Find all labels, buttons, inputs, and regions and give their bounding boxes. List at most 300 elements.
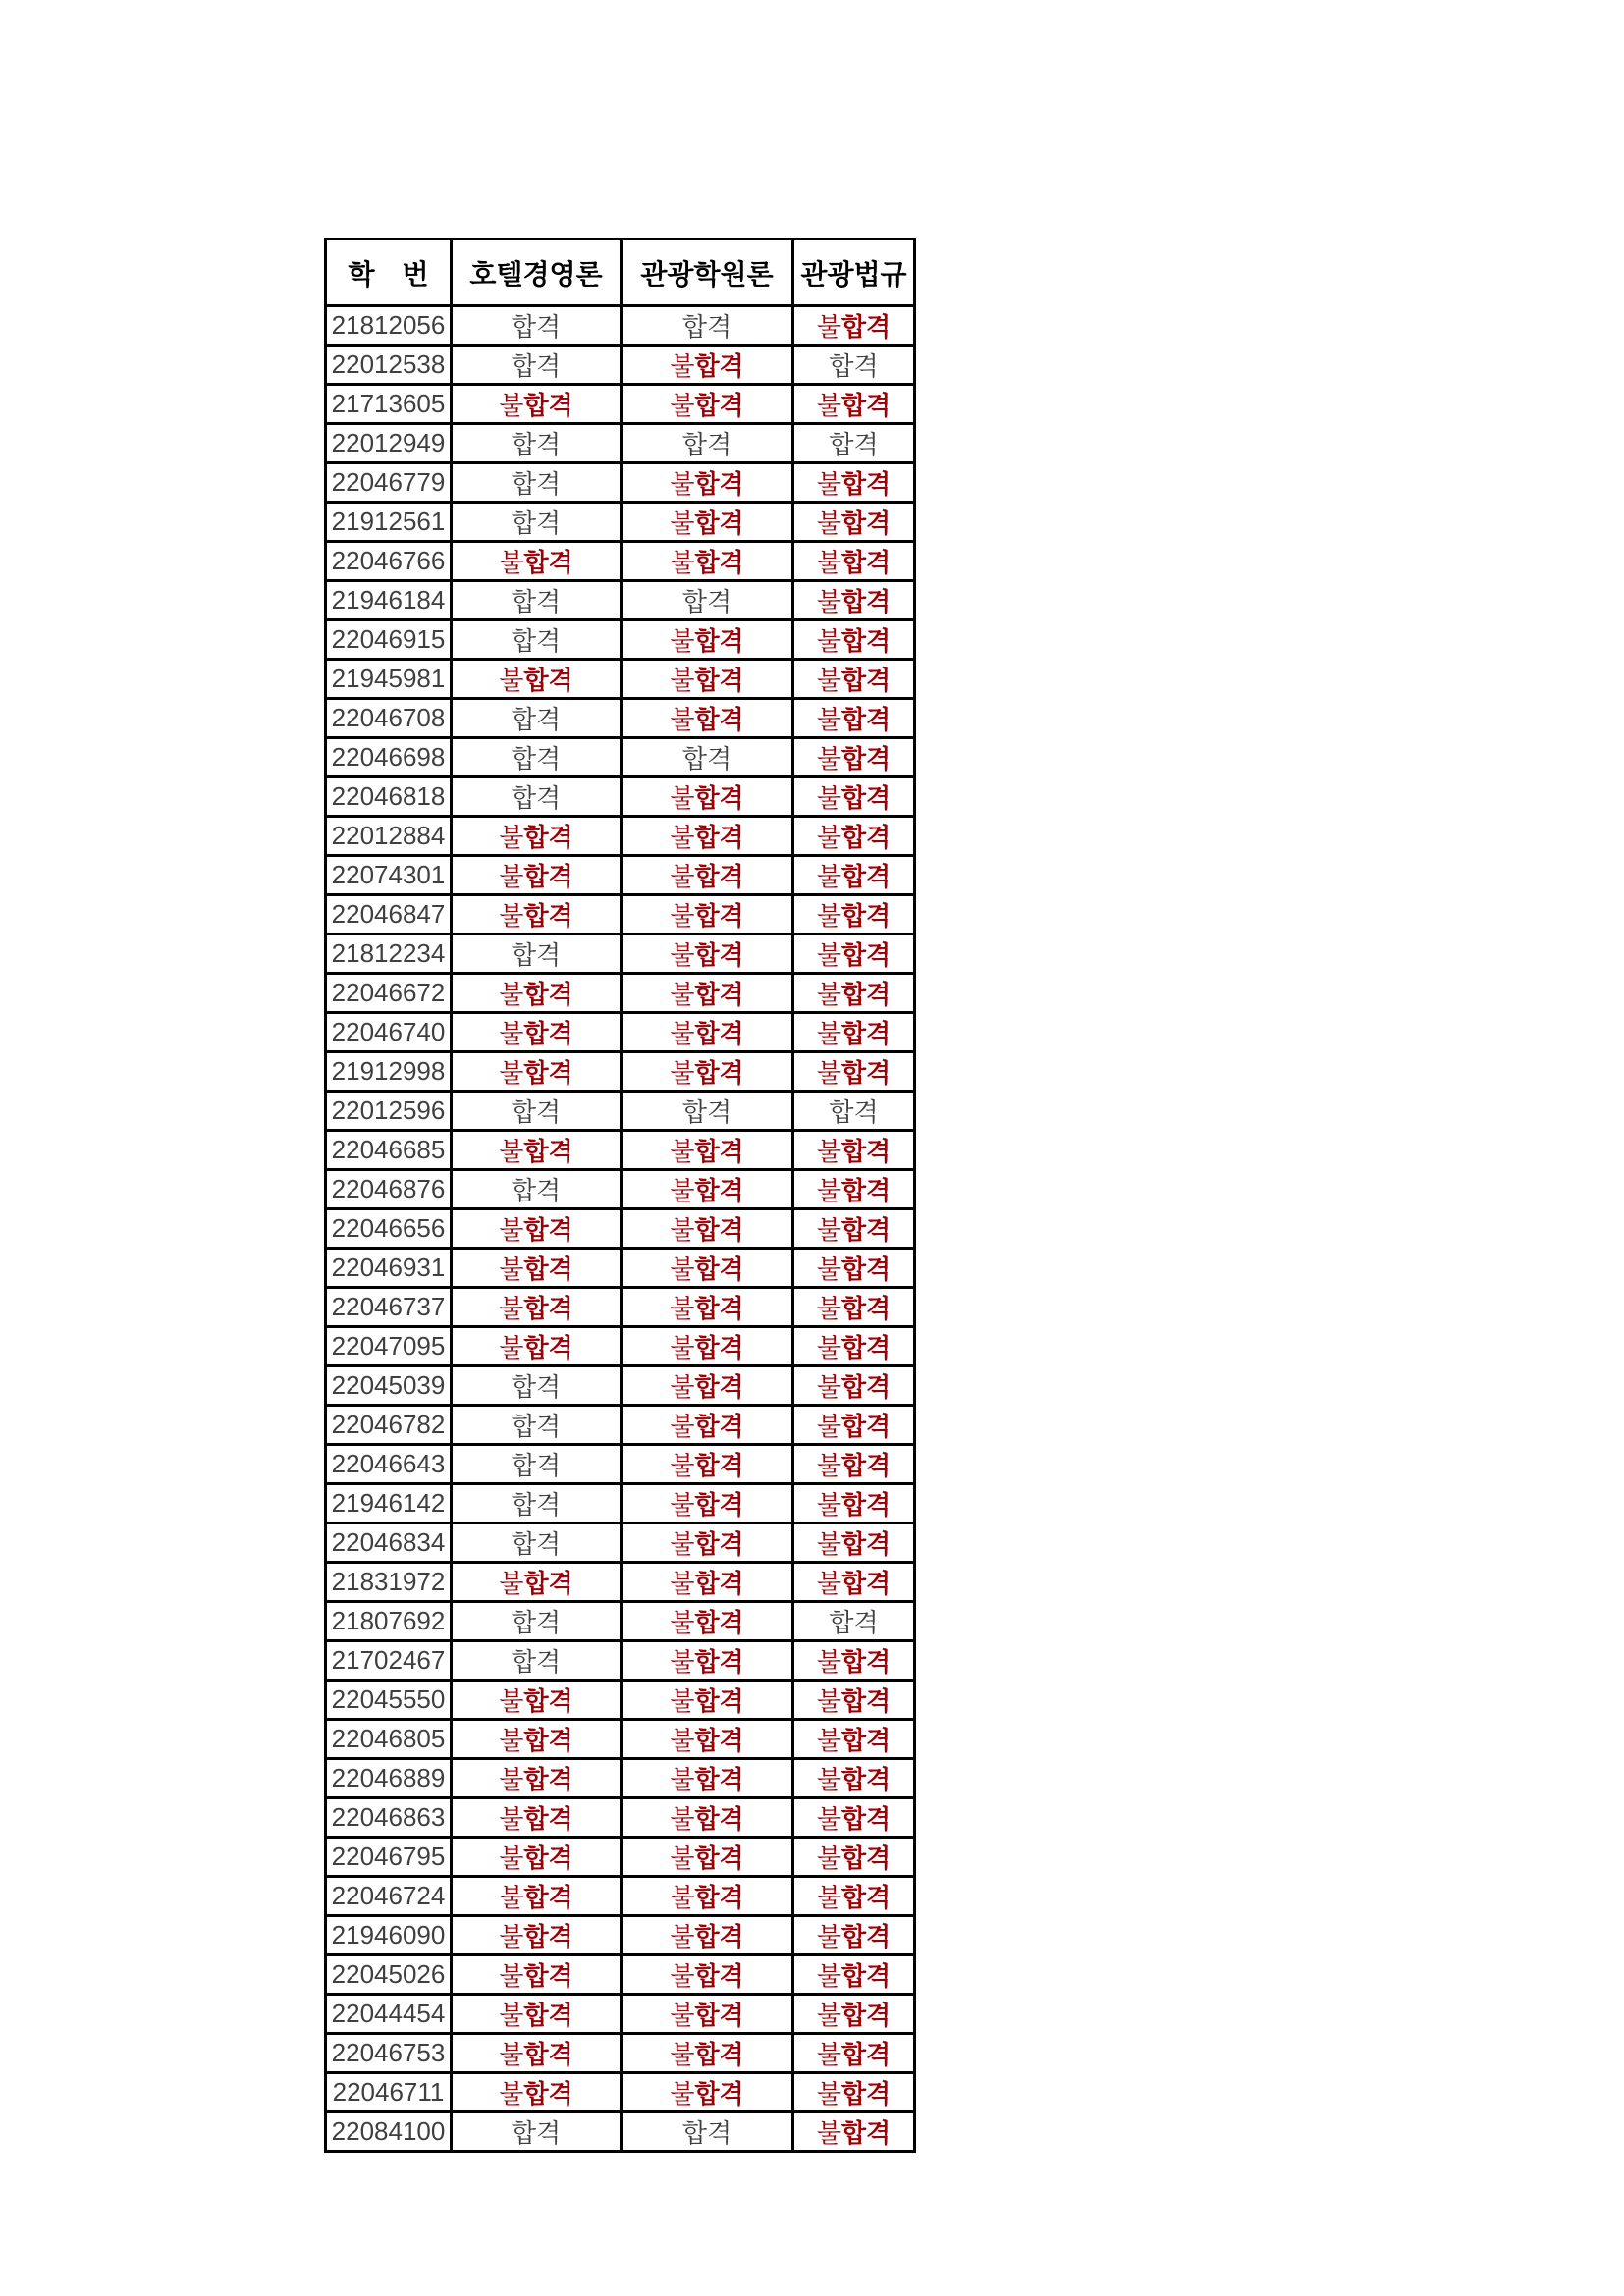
fail-label-suffix: 합격 xyxy=(523,548,573,577)
table-row xyxy=(326,738,915,777)
table-row xyxy=(326,1916,915,1955)
table-row xyxy=(326,1366,915,1406)
fail-label-suffix: 합격 xyxy=(523,1883,573,1912)
table-row xyxy=(326,1523,915,1563)
fail-label-prefix: 불 xyxy=(670,1294,695,1323)
fail-label-suffix: 합격 xyxy=(840,823,892,852)
fail-label-suffix: 합격 xyxy=(694,508,744,538)
table-row xyxy=(326,1327,915,1366)
fail-label-prefix: 불 xyxy=(670,391,695,420)
fail-label-prefix: 불 xyxy=(670,940,695,970)
fail-label-suffix: 합격 xyxy=(840,1333,892,1362)
fail-label-prefix: 불 xyxy=(816,744,841,774)
fail-label-prefix: 불 xyxy=(499,1804,524,1834)
result-cell: 합격 xyxy=(452,1366,622,1406)
fail-label-suffix: 합격 xyxy=(694,705,744,734)
fail-label-prefix: 불 xyxy=(816,783,841,813)
header-student-id: 학 번 xyxy=(326,240,452,306)
student-id-cell: 22046889 xyxy=(326,1759,452,1798)
table-row xyxy=(326,1563,915,1602)
result-cell xyxy=(622,385,793,424)
fail-label-prefix: 불 xyxy=(816,862,841,891)
student-id-cell: 22084100 xyxy=(326,2112,452,2152)
fail-label-prefix: 불 xyxy=(670,1686,695,1716)
fail-label-prefix: 불 xyxy=(816,666,841,695)
fail-label-suffix: 합격 xyxy=(694,1843,744,1873)
fail-label-prefix: 불 xyxy=(499,1294,524,1323)
result-cell xyxy=(622,1877,793,1916)
result-cell xyxy=(622,660,793,699)
student-id-cell: 22046766 xyxy=(326,542,452,581)
result-cell xyxy=(793,542,915,581)
student-id-cell: 22044454 xyxy=(326,1995,452,2034)
fail-label-suffix: 합격 xyxy=(694,1647,744,1677)
student-id-cell: 21912998 xyxy=(326,1052,452,1092)
table-row xyxy=(326,1877,915,1916)
student-id-cell: 22045550 xyxy=(326,1681,452,1720)
fail-label-suffix: 합격 xyxy=(840,980,892,1009)
fail-label-prefix: 불 xyxy=(816,1490,841,1520)
table-row xyxy=(326,463,915,503)
results-table-header xyxy=(326,240,915,306)
fail-label-suffix: 합격 xyxy=(694,391,744,420)
result-cell: 합격 xyxy=(452,503,622,542)
result-cell xyxy=(452,1759,622,1798)
fail-label-prefix: 불 xyxy=(670,469,695,499)
table-row xyxy=(326,581,915,620)
student-id-cell: 22046863 xyxy=(326,1798,452,1838)
result-cell: 합격 xyxy=(452,306,622,346)
result-cell xyxy=(622,777,793,817)
student-id-cell: 22046698 xyxy=(326,738,452,777)
fail-label-suffix: 합격 xyxy=(523,666,573,695)
result-cell xyxy=(452,385,622,424)
student-id-cell: 22046931 xyxy=(326,1249,452,1288)
result-cell: 합격 xyxy=(452,1170,622,1209)
result-cell xyxy=(452,1563,622,1602)
fail-label-prefix: 불 xyxy=(816,1412,841,1441)
fail-label-prefix: 불 xyxy=(499,666,524,695)
fail-label-suffix: 합격 xyxy=(523,862,573,891)
fail-label-prefix: 불 xyxy=(670,1804,695,1834)
result-cell xyxy=(452,1288,622,1327)
fail-label-prefix: 불 xyxy=(670,823,695,852)
fail-label-suffix: 합격 xyxy=(694,1333,744,1362)
result-cell xyxy=(452,1327,622,1366)
fail-label-suffix: 합격 xyxy=(523,1255,573,1284)
table-row xyxy=(326,1759,915,1798)
result-cell: 합격 xyxy=(452,1445,622,1484)
fail-label-prefix: 불 xyxy=(670,1058,695,1088)
result-cell xyxy=(793,817,915,856)
student-id-cell: 22046795 xyxy=(326,1838,452,1877)
fail-label-suffix: 합격 xyxy=(523,1686,573,1716)
fail-label-suffix: 합격 xyxy=(694,1608,744,1637)
fail-label-suffix: 합격 xyxy=(840,548,892,577)
result-cell xyxy=(622,1602,793,1641)
result-cell xyxy=(622,1288,793,1327)
result-cell xyxy=(793,1798,915,1838)
fail-label-suffix: 합격 xyxy=(694,1804,744,1834)
fail-label-prefix: 불 xyxy=(499,391,524,420)
result-cell xyxy=(793,1995,915,2034)
table-row xyxy=(326,424,915,463)
fail-label-suffix: 합격 xyxy=(523,391,573,420)
table-row xyxy=(326,2034,915,2073)
fail-label-suffix: 합격 xyxy=(694,1176,744,1205)
fail-label-prefix: 불 xyxy=(816,1176,841,1205)
fail-label-suffix: 합격 xyxy=(840,1137,892,1166)
fail-label-prefix: 불 xyxy=(816,1215,841,1245)
result-cell xyxy=(622,1838,793,1877)
fail-label-prefix: 불 xyxy=(816,1255,841,1284)
fail-label-prefix: 불 xyxy=(816,1804,841,1834)
fail-label-suffix: 합격 xyxy=(694,2079,744,2109)
result-cell xyxy=(452,542,622,581)
fail-label-prefix: 불 xyxy=(499,1765,524,1794)
fail-label-prefix: 불 xyxy=(499,1883,524,1912)
fail-label-suffix: 합격 xyxy=(523,1137,573,1166)
fail-label-prefix: 불 xyxy=(816,1726,841,1755)
result-cell xyxy=(793,1681,915,1720)
fail-label-suffix: 합격 xyxy=(840,862,892,891)
result-cell xyxy=(793,1366,915,1406)
result-cell xyxy=(452,1131,622,1170)
fail-label-prefix: 불 xyxy=(499,980,524,1009)
result-cell: 합격 xyxy=(452,1602,622,1641)
fail-label-suffix: 합격 xyxy=(840,940,892,970)
student-id-cell: 22046711 xyxy=(326,2073,452,2112)
fail-label-suffix: 합격 xyxy=(840,666,892,695)
student-id-cell: 21945981 xyxy=(326,660,452,699)
result-cell xyxy=(793,385,915,424)
fail-label-suffix: 합격 xyxy=(694,862,744,891)
fail-label-prefix: 불 xyxy=(816,548,841,577)
result-cell xyxy=(793,856,915,895)
result-cell xyxy=(622,1131,793,1170)
fail-label-prefix: 불 xyxy=(816,1961,841,1991)
result-cell: 합격 xyxy=(452,1406,622,1445)
result-cell xyxy=(793,1209,915,1249)
student-id-cell: 21812234 xyxy=(326,934,452,974)
fail-label-prefix: 불 xyxy=(499,901,524,931)
fail-label-suffix: 합격 xyxy=(840,469,892,499)
fail-label-prefix: 불 xyxy=(499,1569,524,1598)
fail-label-prefix: 불 xyxy=(816,1843,841,1873)
fail-label-prefix: 불 xyxy=(670,1019,695,1048)
student-id-cell: 22046656 xyxy=(326,1209,452,1249)
table-row xyxy=(326,1092,915,1131)
fail-label-suffix: 합격 xyxy=(840,1804,892,1834)
result-cell xyxy=(793,1838,915,1877)
fail-label-suffix: 합격 xyxy=(523,1804,573,1834)
header-hotel-management: 호텔경영론 xyxy=(452,240,622,306)
result-cell: 합격 xyxy=(622,738,793,777)
fail-label-prefix: 불 xyxy=(816,469,841,499)
fail-label-prefix: 불 xyxy=(816,1569,841,1598)
table-row xyxy=(326,1288,915,1327)
fail-label-suffix: 합격 xyxy=(523,1922,573,1951)
student-id-cell: 22046672 xyxy=(326,974,452,1013)
fail-label-prefix: 불 xyxy=(670,862,695,891)
result-cell xyxy=(793,1641,915,1681)
table-row xyxy=(326,542,915,581)
result-cell xyxy=(452,856,622,895)
result-cell xyxy=(622,856,793,895)
result-cell xyxy=(622,1484,793,1523)
table-row xyxy=(326,934,915,974)
result-cell: 합격 xyxy=(622,306,793,346)
fail-label-suffix: 합격 xyxy=(523,2079,573,2109)
result-cell xyxy=(452,1838,622,1877)
table-row xyxy=(326,1249,915,1288)
result-cell xyxy=(793,777,915,817)
fail-label-suffix: 합격 xyxy=(840,1686,892,1716)
fail-label-prefix: 불 xyxy=(816,1333,841,1362)
fail-label-prefix: 불 xyxy=(670,901,695,931)
student-id-cell: 22012884 xyxy=(326,817,452,856)
fail-label-prefix: 불 xyxy=(816,940,841,970)
result-cell xyxy=(793,463,915,503)
result-cell: 합격 xyxy=(452,777,622,817)
fail-label-prefix: 불 xyxy=(499,2079,524,2109)
table-row xyxy=(326,660,915,699)
result-cell xyxy=(793,895,915,934)
result-cell xyxy=(452,1995,622,2034)
fail-label-suffix: 합격 xyxy=(840,1843,892,1873)
fail-label-prefix: 불 xyxy=(499,1019,524,1048)
student-id-cell: 21702467 xyxy=(326,1641,452,1681)
fail-label-suffix: 합격 xyxy=(840,312,892,342)
fail-label-suffix: 합격 xyxy=(523,823,573,852)
fail-label-prefix: 불 xyxy=(499,823,524,852)
fail-label-prefix: 불 xyxy=(670,351,695,381)
result-cell xyxy=(793,1249,915,1288)
fail-label-suffix: 합격 xyxy=(694,2001,744,2030)
fail-label-suffix: 합격 xyxy=(694,1726,744,1755)
fail-label-suffix: 합격 xyxy=(694,2040,744,2069)
result-cell xyxy=(793,1955,915,1995)
result-cell: 합격 xyxy=(793,1092,915,1131)
table-row xyxy=(326,1602,915,1641)
fail-label-prefix: 불 xyxy=(670,1255,695,1284)
fail-label-suffix: 합격 xyxy=(523,1765,573,1794)
result-cell xyxy=(622,1955,793,1995)
fail-label-suffix: 합격 xyxy=(523,980,573,1009)
fail-label-suffix: 합격 xyxy=(694,1019,744,1048)
fail-label-suffix: 합격 xyxy=(840,1294,892,1323)
result-cell xyxy=(622,2034,793,2073)
fail-label-prefix: 불 xyxy=(816,626,841,656)
fail-label-prefix: 불 xyxy=(670,1647,695,1677)
fail-label-suffix: 합격 xyxy=(694,1412,744,1441)
result-cell xyxy=(793,1916,915,1955)
result-cell xyxy=(622,1759,793,1798)
fail-label-suffix: 합격 xyxy=(694,1058,744,1088)
fail-label-prefix: 불 xyxy=(499,1843,524,1873)
result-cell xyxy=(622,1209,793,1249)
header-tourism-law: 관광법규 xyxy=(793,240,915,306)
result-cell: 합격 xyxy=(452,1092,622,1131)
student-id-cell: 22046805 xyxy=(326,1720,452,1759)
fail-label-suffix: 합격 xyxy=(694,1883,744,1912)
fail-label-prefix: 불 xyxy=(670,1333,695,1362)
result-cell xyxy=(622,1641,793,1681)
fail-label-prefix: 불 xyxy=(499,1255,524,1284)
result-cell xyxy=(622,1013,793,1052)
result-cell xyxy=(622,463,793,503)
table-row xyxy=(326,2073,915,2112)
table-row xyxy=(326,699,915,738)
fail-label-suffix: 합격 xyxy=(694,940,744,970)
student-id-cell: 22046834 xyxy=(326,1523,452,1563)
result-cell: 합격 xyxy=(452,620,622,660)
result-cell xyxy=(622,620,793,660)
student-id-cell: 21912561 xyxy=(326,503,452,542)
student-id-cell: 22012538 xyxy=(326,346,452,385)
result-cell: 합격 xyxy=(452,424,622,463)
result-cell xyxy=(622,542,793,581)
fail-label-prefix: 불 xyxy=(499,2001,524,2030)
result-cell xyxy=(793,1563,915,1602)
fail-label-suffix: 합격 xyxy=(694,783,744,813)
result-cell: 합격 xyxy=(622,424,793,463)
result-cell xyxy=(622,346,793,385)
fail-label-suffix: 합격 xyxy=(840,1412,892,1441)
fail-label-suffix: 합격 xyxy=(840,1372,892,1402)
result-cell xyxy=(793,1406,915,1445)
student-id-cell: 21946142 xyxy=(326,1484,452,1523)
fail-label-prefix: 불 xyxy=(670,1372,695,1402)
fail-label-prefix: 불 xyxy=(670,626,695,656)
fail-label-prefix: 불 xyxy=(816,1294,841,1323)
fail-label-prefix: 불 xyxy=(670,980,695,1009)
fail-label-prefix: 불 xyxy=(670,1883,695,1912)
fail-label-prefix: 불 xyxy=(816,2040,841,2069)
result-cell xyxy=(622,1681,793,1720)
fail-label-suffix: 합격 xyxy=(840,705,892,734)
student-id-cell: 22046724 xyxy=(326,1877,452,1916)
result-cell xyxy=(622,1720,793,1759)
table-row xyxy=(326,2112,915,2152)
result-cell xyxy=(452,1955,622,1995)
table-row xyxy=(326,817,915,856)
student-id-cell: 21946090 xyxy=(326,1916,452,1955)
exam-results-table xyxy=(324,238,916,2153)
result-cell xyxy=(793,1523,915,1563)
fail-label-prefix: 불 xyxy=(816,2118,841,2148)
fail-label-prefix: 불 xyxy=(670,705,695,734)
fail-label-prefix: 불 xyxy=(499,1137,524,1166)
fail-label-suffix: 합격 xyxy=(840,1529,892,1559)
table-row xyxy=(326,856,915,895)
result-cell: 합격 xyxy=(452,1523,622,1563)
fail-label-suffix: 합격 xyxy=(840,1058,892,1088)
fail-label-prefix: 불 xyxy=(816,1529,841,1559)
result-cell xyxy=(452,2073,622,2112)
student-id-cell: 21831972 xyxy=(326,1563,452,1602)
fail-label-suffix: 합격 xyxy=(694,548,744,577)
result-cell: 합격 xyxy=(622,2112,793,2152)
result-cell: 합격 xyxy=(452,738,622,777)
result-cell xyxy=(622,1366,793,1406)
fail-label-suffix: 합격 xyxy=(523,1058,573,1088)
result-cell: 합격 xyxy=(452,699,622,738)
result-cell xyxy=(452,1681,622,1720)
fail-label-suffix: 합격 xyxy=(694,823,744,852)
result-cell: 합격 xyxy=(452,1641,622,1681)
fail-label-prefix: 불 xyxy=(499,1961,524,1991)
fail-label-prefix: 불 xyxy=(816,1019,841,1048)
fail-label-suffix: 합격 xyxy=(694,980,744,1009)
student-id-cell: 22046643 xyxy=(326,1445,452,1484)
fail-label-suffix: 합격 xyxy=(694,469,744,499)
result-cell xyxy=(622,2073,793,2112)
fail-label-prefix: 불 xyxy=(816,705,841,734)
fail-label-prefix: 불 xyxy=(499,548,524,577)
fail-label-suffix: 합격 xyxy=(840,587,892,616)
result-cell xyxy=(452,1877,622,1916)
fail-label-prefix: 불 xyxy=(816,312,841,342)
result-cell xyxy=(622,1523,793,1563)
fail-label-suffix: 합격 xyxy=(840,1883,892,1912)
fail-label-suffix: 합격 xyxy=(840,1569,892,1598)
fail-label-prefix: 불 xyxy=(816,1372,841,1402)
table-row xyxy=(326,1170,915,1209)
fail-label-suffix: 합격 xyxy=(694,1765,744,1794)
result-cell xyxy=(452,895,622,934)
result-cell xyxy=(793,581,915,620)
result-cell xyxy=(793,1170,915,1209)
fail-label-prefix: 불 xyxy=(816,1647,841,1677)
result-cell xyxy=(622,1916,793,1955)
fail-label-suffix: 합격 xyxy=(840,1176,892,1205)
fail-label-prefix: 불 xyxy=(670,1451,695,1480)
header-tourism-principles: 관광학원론 xyxy=(622,240,793,306)
fail-label-prefix: 불 xyxy=(816,1883,841,1912)
fail-label-suffix: 합격 xyxy=(523,1569,573,1598)
student-id-cell: 22045039 xyxy=(326,1366,452,1406)
table-row xyxy=(326,1013,915,1052)
table-row xyxy=(326,1995,915,2034)
table-row xyxy=(326,1838,915,1877)
fail-label-suffix: 합격 xyxy=(840,1215,892,1245)
result-cell: 합격 xyxy=(622,581,793,620)
table-row xyxy=(326,1131,915,1170)
results-table-body xyxy=(326,306,915,2152)
student-id-cell: 22046847 xyxy=(326,895,452,934)
table-row xyxy=(326,1484,915,1523)
table-row xyxy=(326,1641,915,1681)
student-id-cell: 22012596 xyxy=(326,1092,452,1131)
result-cell xyxy=(793,306,915,346)
result-cell xyxy=(622,699,793,738)
result-cell xyxy=(622,1327,793,1366)
fail-label-prefix: 불 xyxy=(816,2079,841,2109)
result-cell xyxy=(793,738,915,777)
result-cell xyxy=(452,1209,622,1249)
fail-label-prefix: 불 xyxy=(816,980,841,1009)
result-cell xyxy=(622,503,793,542)
result-cell xyxy=(622,1798,793,1838)
fail-label-suffix: 합격 xyxy=(694,1372,744,1402)
fail-label-prefix: 불 xyxy=(670,2079,695,2109)
result-cell xyxy=(622,934,793,974)
result-cell xyxy=(793,2073,915,2112)
table-row xyxy=(326,1681,915,1720)
fail-label-prefix: 불 xyxy=(670,1608,695,1637)
result-cell xyxy=(452,1916,622,1955)
